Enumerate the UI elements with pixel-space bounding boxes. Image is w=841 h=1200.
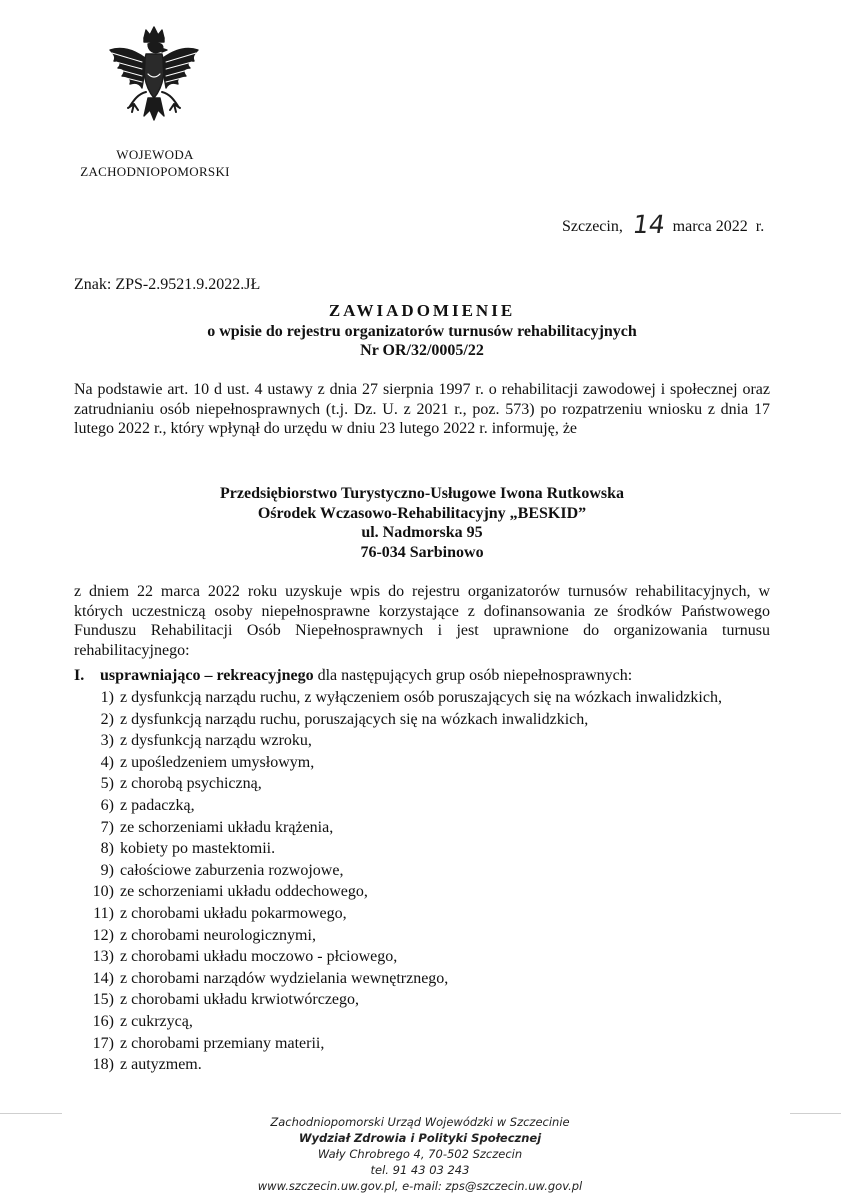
issuer-line-2: ZACHODNIOPOMORSKI: [80, 164, 230, 179]
intro-paragraph: Na podstawie art. 10 d ust. 4 ustawy z dnia 27 sierpnia 1997 r. o rehabilitacji zawodowej i społecznej oraz zatrudnianiu osób niepełnosprawnych (t.j. Dz. U. z 2021 r., poz. 573) po rozpatrzeniu wniosku z dnia 17 lutego 2022 r., który wpłynął do urzędu w dniu 23 lutego 2022 r. informuję, że: [74, 381, 770, 437]
company-center: Ośrodek Wczasowo-Rehabilitacyjny „BESKID”: [257, 504, 587, 522]
issuer-name: [60, 146, 250, 180]
section-rest: dla następujących grup osób niepełnosprawnych:: [313, 667, 633, 684]
company-postal: 76-034 Sarbinowo: [360, 543, 484, 561]
section-number: I.: [74, 667, 85, 684]
company-block: [74, 484, 770, 562]
list-item-number: 3): [100, 732, 114, 750]
list-item: [90, 1033, 722, 1055]
list-item-number: 5): [100, 775, 114, 793]
eagle-emblem-icon: [104, 24, 204, 142]
place: Szczecin,: [562, 218, 623, 235]
issuer-line-1: WOJEWODA: [116, 147, 194, 162]
footer: [120, 1114, 720, 1194]
list-item-text: z dysfunkcją narządu ruchu, z wyłączeniem osób poruszających się na wózkach inwalidzkich,: [120, 689, 722, 706]
title-number: Nr OR/32/0005/22: [360, 342, 484, 359]
footer-department: Wydział Zdrowia i Polityki Społecznej: [298, 1131, 542, 1145]
list-item-number: 11): [93, 904, 114, 922]
list-item-number: 8): [100, 840, 114, 858]
list-item: [90, 860, 722, 882]
list-item: [90, 1011, 722, 1033]
footer-contact: www.szczecin.uw.gov.pl, e-mail: zps@szczecin.uw.gov.pl: [257, 1179, 583, 1193]
list-item: [90, 903, 722, 925]
list-item: [90, 730, 722, 752]
list-item-text: z chorobami narządów wydzielania wewnętrznego,: [120, 969, 449, 987]
decision-paragraph: z dniem 22 marca 2022 roku uzyskuje wpis do rejestru organizatorów turnusów rehabilitacyjnych, w których uczestniczą osoby niepełnosprawne korzystające z dofinansowania ze środków Państwowego Funduszu Rehabilitacji Osób Niepełnosprawnych i jest uprawnione do organizowania turnusu rehabilitacyjnego:: [74, 583, 770, 659]
list-item-number: 6): [100, 796, 114, 814]
footer-office: Zachodniopomorski Urząd Wojewódzki w Szczecinie: [270, 1115, 570, 1129]
list-item-text: całościowe zaburzenia rozwojowe,: [120, 861, 344, 879]
list-item-number: 2): [100, 710, 114, 728]
reference-number: Znak: ZPS-2.9521.9.2022.JŁ: [74, 276, 261, 293]
list-item-text: z cukrzycą,: [120, 1012, 193, 1030]
document-title: [74, 300, 770, 360]
company-street: ul. Nadmorska 95: [361, 524, 483, 541]
list-item-text: z padaczką,: [120, 796, 195, 814]
list-item-text: ze schorzeniami układu krążenia,: [120, 818, 334, 836]
list-item-text: z chorobami układu pokarmowego,: [120, 904, 347, 922]
list-item-text: z upośledzeniem umysłowym,: [120, 753, 315, 771]
title-subtitle: o wpisie do rejestru organizatorów turnusów rehabilitacyjnych: [207, 323, 637, 340]
company-name: Przedsiębiorstwo Turystyczno-Usługowe Iwona Rutkowska: [219, 485, 625, 502]
list-item-text: kobiety po mastektomii.: [120, 840, 276, 858]
list-item-number: 12): [92, 926, 114, 944]
list-item-text: z autyzmem.: [120, 1056, 202, 1074]
list-item-number: 1): [100, 689, 114, 706]
list-item-text: z chorobami układu moczowo - płciowego,: [120, 948, 398, 966]
section-heading: [74, 666, 632, 686]
list-item-number: 4): [100, 753, 114, 771]
list-item-number: 15): [92, 991, 114, 1009]
list-item-number: 13): [92, 948, 114, 966]
section-kind: usprawniająco – rekreacyjnego: [100, 667, 314, 684]
list-item: [90, 925, 722, 947]
footer-address: Wały Chrobrego 4, 70-502 Szczecin: [317, 1147, 523, 1161]
footer-divider-left: [0, 1113, 62, 1114]
list-item: [90, 946, 722, 968]
list-item-text: z chorobą psychiczną,: [120, 775, 262, 793]
list-item: [90, 752, 722, 774]
handwritten-day: 14: [630, 210, 667, 239]
place-and-date: [562, 208, 764, 237]
month-year: marca 2022: [672, 218, 748, 235]
list-item: [90, 709, 722, 731]
list-item-number: 18): [92, 1056, 114, 1074]
list-item-number: 10): [92, 883, 114, 901]
list-item: [90, 795, 722, 817]
list-item: [90, 968, 722, 990]
list-item-text: z chorobami układu krwiotwórczego,: [120, 991, 360, 1009]
list-item: [90, 773, 722, 795]
footer-divider-right: [790, 1113, 841, 1114]
year-suffix: r.: [755, 218, 765, 235]
footer-phone: tel. 91 43 03 243: [370, 1163, 470, 1177]
list-item: [90, 687, 722, 709]
list-item: [90, 881, 722, 903]
list-item: [90, 817, 722, 839]
list-item-text: z chorobami neurologicznymi,: [120, 926, 316, 944]
list-item-text: z dysfunkcją narządu ruchu, poruszających się na wózkach inwalidzkich,: [120, 710, 589, 728]
title-main: ZAWIADOMIENIE: [328, 301, 516, 320]
list-item: [90, 1054, 722, 1076]
list-item-number: 7): [100, 818, 114, 836]
list-item-text: z dysfunkcją narządu wzroku,: [120, 732, 312, 750]
disability-groups-list: [90, 687, 722, 1076]
list-item-number: 9): [100, 861, 114, 879]
list-item-number: 16): [92, 1012, 114, 1030]
list-item-number: 17): [92, 1034, 114, 1052]
list-item-text: ze schorzeniami układu oddechowego,: [120, 883, 368, 901]
list-item-text: z chorobami przemiany materii,: [120, 1034, 325, 1052]
list-item: [90, 989, 722, 1011]
list-item-number: 14): [92, 969, 114, 987]
list-item: [90, 838, 722, 860]
